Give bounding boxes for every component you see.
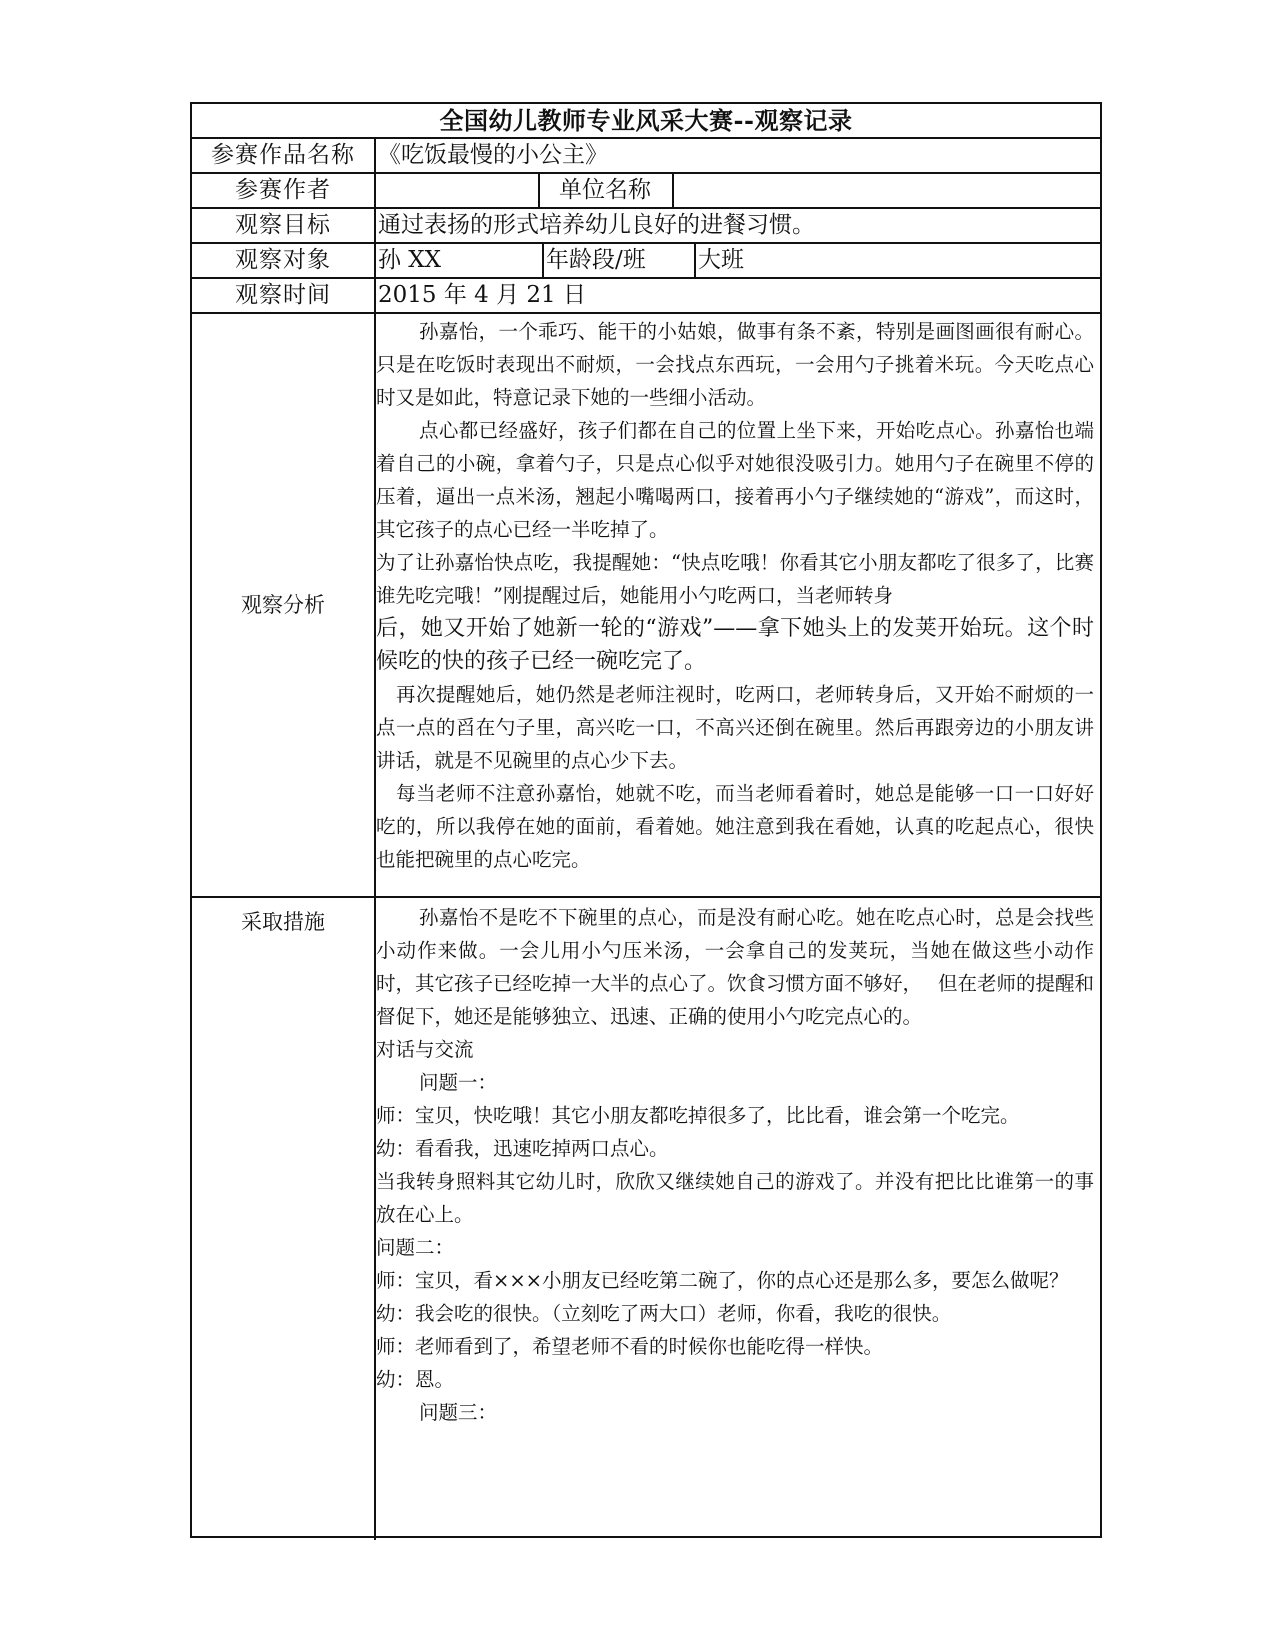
measures-paragraph: 幼：看看我，迅速吃掉两口点心。 (376, 1137, 669, 1160)
row-author (192, 174, 1100, 209)
label-age-class: 年龄段/班 (546, 247, 646, 273)
label-author: 参赛作者 (235, 177, 331, 203)
analysis-paragraph: 点心都已经盛好，孩子们都在自己的位置上坐下来，开始吃点心。孙嘉怡也端着自己的小碗，拿着勺子，只是点心似乎对她很没吸引力。她用勺子在碗里不停的压着，逼出一点米汤，翘起小嘴喝两口，接着再小勺子继续她的“游戏”，而这时，其它孩子的点心已经一半吃掉了。 (376, 419, 1094, 541)
measures-paragraph: 问题二： (376, 1236, 455, 1259)
row-analysis (192, 314, 1100, 898)
label-analysis: 观察分析 (241, 593, 325, 617)
analysis-paragraph: 再次提醒她后，她仍然是老师注视时，吃两口，老师转身后，又开始不耐烦的一点一点的舀在勺子里，高兴吃一口，不高兴还倒在碗里。然后再跟旁边的小朋友讲讲话，就是不见碗里的点心少下去。 (376, 683, 1094, 772)
measures-paragraph: 孙嘉怡不是吃不下碗里的点心，而是没有耐心吃。她在吃点心时，总是会找些小动作来做。一会儿用小勺压米汤，一会拿自己的发荚玩，当她在做这些小动作时，其它孩子已经吃掉一大半的点心了。饮食习惯方面不够好， 但在老师的提醒和督促下，她还是能够独立、迅速、正确的使用小勺吃完点心的。 (376, 906, 1094, 1028)
measures-paragraph: 幼：我会吃的很快。（立刻吃了两大口）老师，你看，我吃的很快。 (376, 1302, 952, 1325)
row-subject (192, 244, 1100, 279)
label-time: 观察时间 (235, 282, 331, 308)
label-measures: 采取措施 (241, 910, 325, 934)
measures-paragraph: 问题一： (419, 1071, 498, 1094)
measures-paragraph: 师：老师看到了，希望老师不看的时候你也能吃得一样快。 (376, 1335, 884, 1358)
label-work-name: 参赛作品名称 (211, 142, 355, 168)
analysis-paragraph: 孙嘉怡，一个乖巧、能干的小姑娘，做事有条不紊，特别是画图画很有耐心。只是在吃饭时表现出不耐烦，一会找点东西玩，一会用勺子挑着米玩。今天吃点心时又是如此，特意记录下她的一些细小活动。 (376, 320, 1094, 409)
measures-paragraph: 问题三： (419, 1401, 498, 1424)
row-goal (192, 209, 1100, 244)
measures-paragraph: 当我转身照料其它幼儿时，欣欣又继续她自己的游戏了。并没有把比比谁第一的事放在心上。 (376, 1170, 1094, 1226)
value-work-name: 《吃饭最慢的小公主》 (378, 142, 608, 168)
value-author (376, 174, 536, 207)
value-unit (674, 174, 1100, 207)
measures-paragraph: 幼：恩。 (376, 1368, 455, 1391)
form-title: 全国幼儿教师专业风采大赛--观察记录 (439, 105, 853, 135)
row-work-name (192, 139, 1100, 174)
measures-paragraph: 师：宝贝，看×××小朋友已经吃第二碗了，你的点心还是那么多，要怎么做呢？ (376, 1269, 1069, 1292)
analysis-paragraph: 后，她又开始了她新一轮的“游戏”——拿下她头上的发荚开始玩。这个时候吃的快的孩子已经一碗吃完了。 (376, 616, 1094, 674)
label-goal: 观察目标 (235, 212, 331, 238)
value-age-class: 大班 (698, 247, 744, 273)
row-measures (192, 898, 1100, 1540)
observation-form (190, 102, 1102, 1538)
measures-text (376, 898, 1098, 1540)
label-subject: 观察对象 (235, 247, 331, 273)
value-subject: 孙 XX (378, 247, 442, 273)
analysis-paragraph: 为了让孙嘉怡快点吃，我提醒她：“快点吃哦！你看其它小朋友都吃了很多了，比赛谁先吃完哦！”刚提醒过后，她能用小勺吃两口，当老师转身 (376, 551, 1094, 607)
label-unit: 单位名称 (559, 177, 651, 203)
measures-paragraph: 师：宝贝，快吃哦！其它小朋友都吃掉很多了，比比看，谁会第一个吃完。 (376, 1104, 1020, 1127)
row-time (192, 279, 1100, 314)
analysis-paragraph: 每当老师不注意孙嘉怡，她就不吃，而当老师看着时，她总是能够一口一口好好吃的，所以我停在她的面前，看着她。她注意到我在看她，认真的吃起点心，很快也能把碗里的点心吃完。 (376, 782, 1094, 871)
measures-paragraph: 对话与交流 (376, 1038, 474, 1061)
analysis-text (376, 314, 1098, 896)
title-row (192, 104, 1100, 139)
value-time: 2015 年 4 月 21 日 (378, 282, 586, 308)
value-goal: 通过表扬的形式培养幼儿良好的进餐习惯。 (378, 212, 815, 238)
